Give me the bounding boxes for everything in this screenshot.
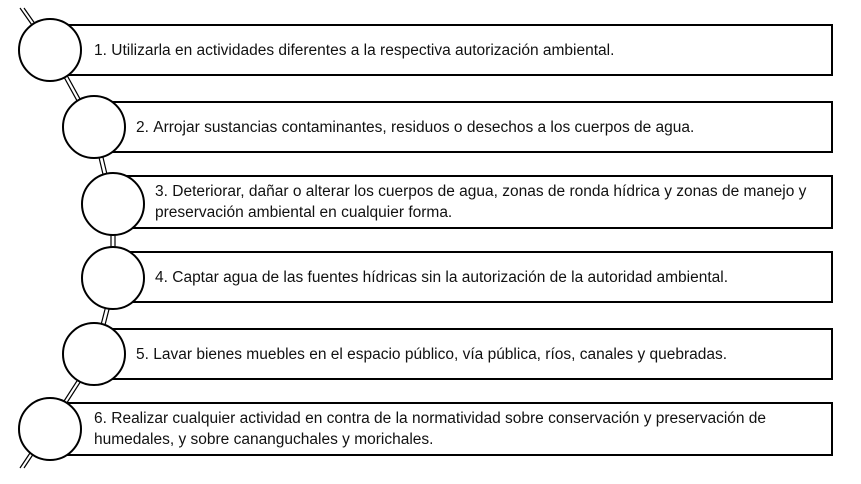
item-2-text: Arrojar sustancias contaminantes, residuos o desechos a los cuerpos de agua. bbox=[153, 118, 695, 136]
item-1-number: 1. bbox=[94, 41, 107, 59]
item-2-circle bbox=[62, 95, 126, 159]
item-3-text: Deteriorar, dañar o alterar los cuerpos de agua, zonas de ronda hídrica y zonas de manejo y preservación ambiental en cualquier forma. bbox=[155, 183, 807, 221]
list-item-2 bbox=[94, 101, 833, 153]
list-item-6 bbox=[50, 402, 833, 456]
list-item-4 bbox=[113, 251, 833, 303]
item-4-text: Captar agua de las fuentes hídricas sin la autorización de la autoridad ambiental. bbox=[172, 268, 729, 286]
item-6-text: Realizar cualquier actividad en contra de la normatividad sobre conservación y preservación de humedales, y sobre cananguchales y morichales. bbox=[94, 410, 767, 448]
list-item-1 bbox=[50, 24, 833, 76]
item-1-text: Utilizarla en actividades diferentes a la respectiva autorización ambiental. bbox=[111, 41, 615, 59]
item-5-text: Lavar bienes muebles en el espacio público, vía pública, ríos, canales y quebradas. bbox=[153, 345, 728, 363]
list-item-3 bbox=[113, 175, 833, 229]
item-4-circle bbox=[81, 246, 145, 310]
item-3-number: 3. bbox=[155, 183, 168, 200]
item-4-number: 4. bbox=[155, 268, 168, 286]
item-6-number: 6. bbox=[94, 410, 107, 427]
item-6-circle bbox=[18, 397, 82, 461]
item-2-number: 2. bbox=[136, 118, 149, 136]
list-item-5 bbox=[94, 328, 833, 380]
item-3-circle bbox=[81, 172, 145, 236]
item-5-number: 5. bbox=[136, 345, 149, 363]
item-5-circle bbox=[62, 322, 126, 386]
item-1-circle bbox=[18, 18, 82, 82]
